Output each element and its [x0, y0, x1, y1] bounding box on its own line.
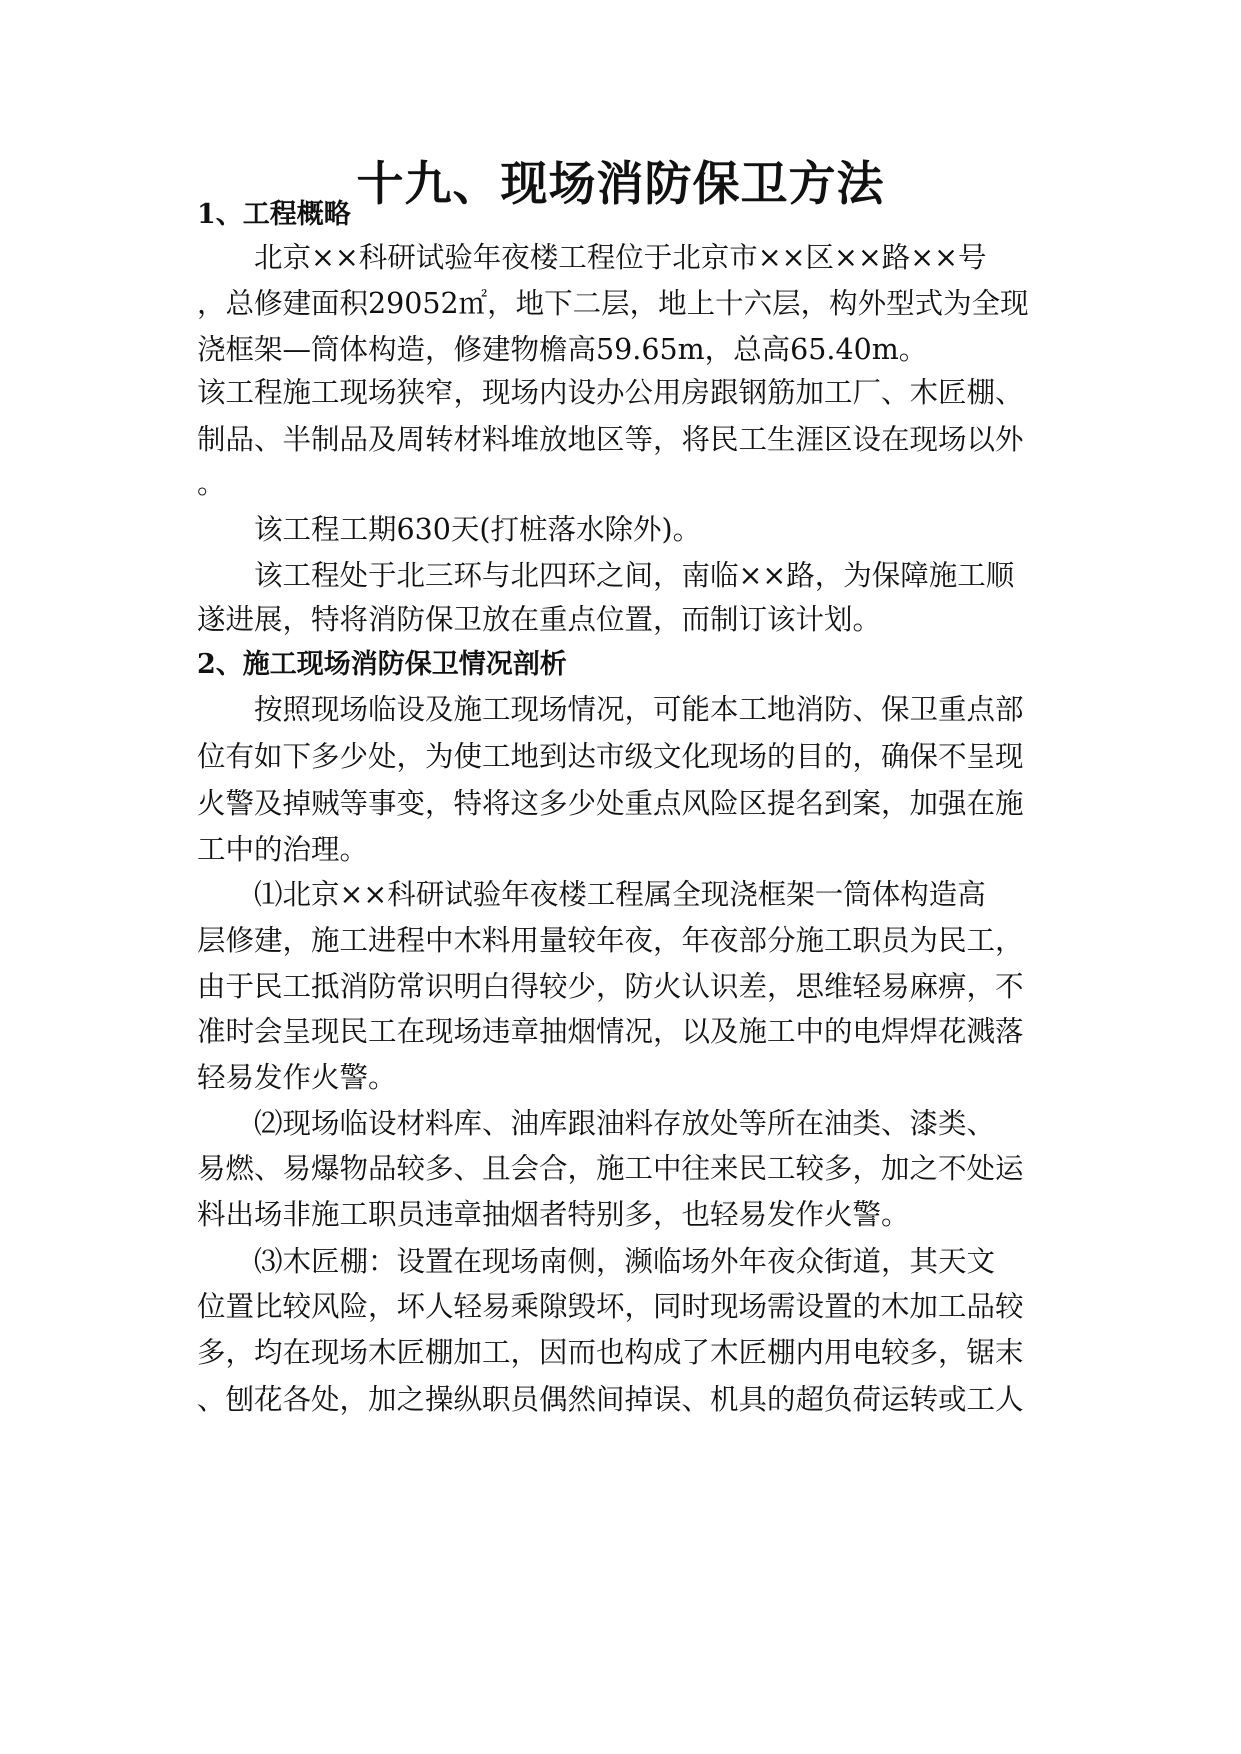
paragraph-line: 该工程施工现场狭窄，现场内设办公用房跟钢筋加工厂、木匠棚、: [197, 376, 1024, 409]
paragraph-line: 层修建，施工进程中木料用量较年夜，年夜部分施工职员为民工，: [197, 924, 1024, 957]
paragraph-line: 遂进展，特将消防保卫放在重点位置，而制订该计划。: [197, 603, 882, 636]
paragraph-line: 易燃、易爆物品较多、且会合，施工中往来民工较多，加之不处运: [197, 1152, 1024, 1185]
paragraph-line: 轻易发作火警。: [197, 1061, 397, 1094]
paragraph-line: 制品、半制品及周转材料堆放地区等，将民工生涯区设在现场以外: [197, 423, 1024, 456]
page-title: 十九、现场消防保卫方法: [356, 157, 885, 212]
paragraph-line: 、刨花各处，加之操纵职员偶然间掉误、机具的超负荷运转或工人: [197, 1383, 1024, 1416]
paragraph-line: 。: [197, 467, 226, 500]
paragraph-line: 料出场非施工职员违章抽烟者特别多，也轻易发作火警。: [197, 1198, 910, 1231]
paragraph-line: 位置比较风险，坏人轻易乘隙毁坏，同时现场需设置的木加工品较: [197, 1290, 1024, 1323]
paragraph-line: ⑶木匠棚：设置在现场南侧，濒临场外年夜众街道，其天文: [254, 1245, 996, 1278]
paragraph-line: 火警及掉贼等事变，特将这多少处重点风险区提名到案，加强在施: [197, 787, 1024, 820]
paragraph-line: ⑵现场临设材料库、油库跟油料存放处等所在油类、漆类、: [254, 1107, 996, 1140]
paragraph-line: 该工程工期630天(打桩落水除外)。: [254, 513, 702, 546]
paragraph-line: 由于民工抵消防常识明白得较少，防火认识差，思维轻易麻痹，不: [197, 970, 1024, 1003]
section-heading: 1、工程概略: [197, 199, 351, 230]
paragraph-line: 位有如下多少处，为使工地到达市级文化现场的目的，确保不呈现: [197, 740, 1024, 773]
paragraph-line: 多，均在现场木匠棚加工，因而也构成了木匠棚内用电较多，锯末: [197, 1336, 1024, 1369]
paragraph-line: ，总修建面积29052㎡，地下二层，地上十六层，构外型式为全现: [197, 287, 1029, 320]
paragraph-line: 北京××科研试验年夜楼工程位于北京市××区××路××号: [254, 241, 987, 274]
paragraph-line: 按照现场临设及施工现场情况，可能本工地消防、保卫重点部: [254, 693, 1024, 726]
paragraph-line: 该工程处于北三环与北四环之间，南临××路，为保障施工顺: [254, 559, 1015, 592]
paragraph-line: 准时会呈现民工在现场违章抽烟情况，以及施工中的电焊焊花溅落: [197, 1015, 1024, 1048]
paragraph-line: 浇框架—筒体构造，修建物檐高59.65m，总高65.40m。: [197, 333, 928, 366]
paragraph-line: ⑴北京××科研试验年夜楼工程属全现浇框架一筒体构造高: [254, 878, 986, 911]
section-heading: 2、施工现场消防保卫情况剖析: [197, 649, 567, 680]
paragraph-line: 工中的治理。: [197, 833, 369, 866]
